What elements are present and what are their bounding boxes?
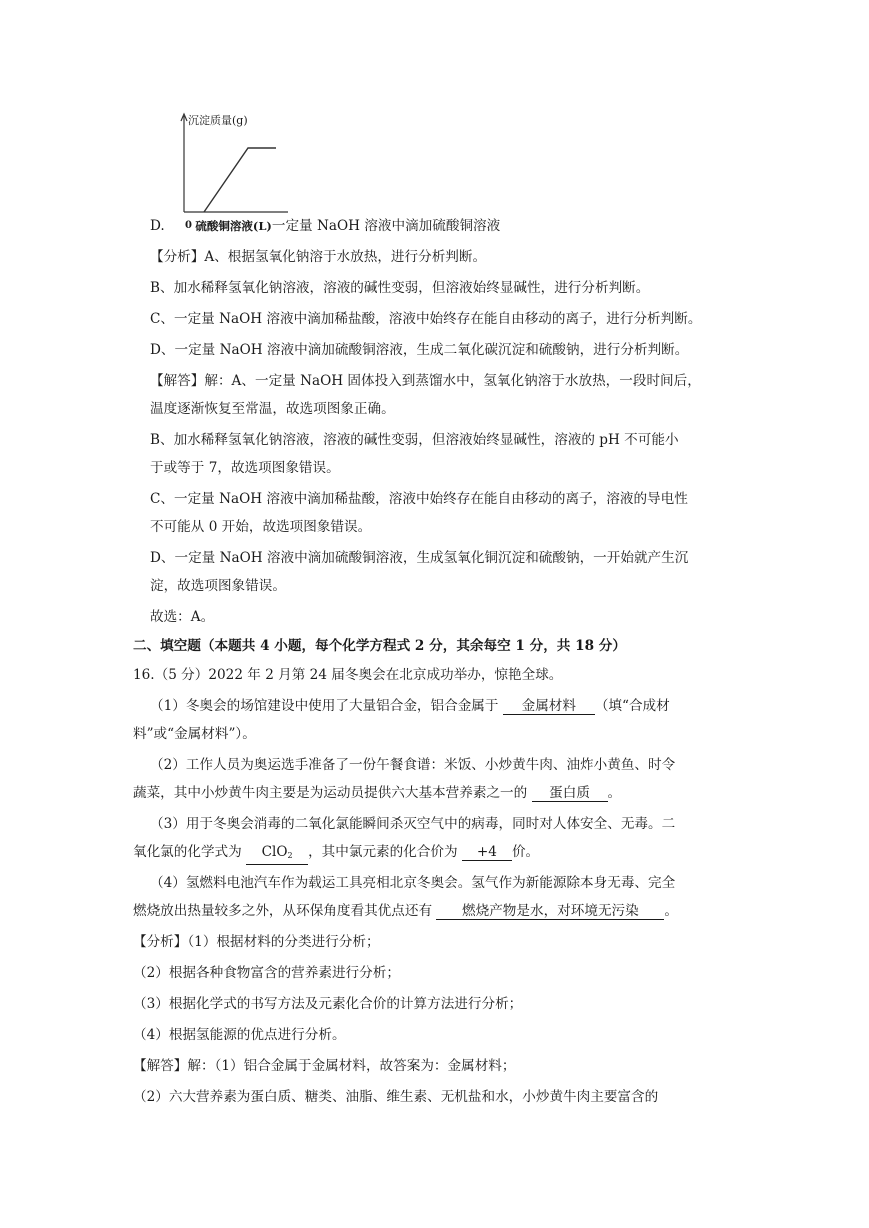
q16-part3-line2: 氧化氯的化学式为 ClO$_2$ ，其中氯元素的化合价为 +4 价。 (133, 843, 539, 865)
q16-blank-nutrient: 蛋白质 (532, 785, 608, 802)
q16-blank-material: 金属材料 (503, 698, 595, 715)
answer1-label: 【解答】 (150, 373, 205, 389)
q16-blank-valence: +4 (462, 844, 512, 861)
analysis2-label: 【分析】 (133, 934, 188, 950)
q16-part2-line1: （2）工作人员为奥运选手准备了一份午餐食谱：米饭、小炒黄牛肉、油炸小黄鱼、时令 (150, 757, 676, 773)
answer2-line-2: （2）六大营养素为蛋白质、糖类、油脂、维生素、无机盐和水，小炒黄牛肉主要富含的 (133, 1089, 659, 1105)
answer1-line-8: 淀，故选项图象错误。 (150, 578, 286, 594)
chart-ylabel: 沉淀质量(g) (188, 114, 248, 127)
analysis2-line-2: （2）根据各种食物富含的营养素进行分析； (133, 965, 400, 981)
answer1-line-9: 故选：A。 (150, 609, 215, 625)
analysis1-label: 【分析】 (150, 249, 205, 265)
analysis1-line-4: D、一定量 NaOH 溶液中滴加硫酸铜溶液，生成二氧化碳沉淀和硫酸钠，进行分析判断。 (150, 342, 689, 358)
analysis2-line-3: （3）根据化学式的书写方法及元素化合价的计算方法进行分析； (133, 996, 523, 1012)
q16-part2-line2: 蔬菜，其中小炒黄牛肉主要是为运动员提供六大基本营养素之一的 蛋白质 。 (133, 785, 622, 801)
precipitate-chart (160, 110, 290, 230)
answer1-line-3: B、加水稀释氢氧化钠溶液，溶液的碱性变弱，但溶液始终显碱性，溶液的 pH 不可能小 (150, 432, 679, 448)
answer1-line-4: 于或等于 7，故选项图象错误。 (150, 460, 340, 476)
analysis1-line-3: C、一定量 NaOH 溶液中滴加稀盐酸，溶液中始终存在能自由移动的离子，进行分析判断。 (150, 311, 702, 327)
section2-title: 二、填空题（本题共 4 小题，每个化学方程式 2 分，其余每空 1 分，共 18 分） (133, 638, 626, 654)
answer1-line-2: 温度逐渐恢复至常温，故选项图象正确。 (150, 401, 395, 417)
q16-part4-line1: （4）氢燃料电池汽车作为载运工具亮相北京冬奥会。氢气作为新能源除本身无毒、完全 (150, 875, 676, 891)
option-d-letter: D. (150, 218, 165, 234)
answer1-line-7: D、一定量 NaOH 溶液中滴加硫酸铜溶液，生成氢氧化铜沉淀和硫酸钠，一开始就产生沉 (150, 550, 689, 566)
chart-marks (204, 148, 276, 212)
chart-axes (181, 114, 288, 212)
analysis2-line-1: 【分析】（1）根据材料的分类进行分析； (133, 934, 380, 950)
q16-stem: 16.（5 分）2022 年 2 月第 24 届冬奥会在北京成功举办，惊艳全球。 (133, 667, 563, 683)
q16-part1-line1: （1）冬奥会的场馆建设中使用了大量铝合金，铝合金属于 金属材料 （填“合成材 (150, 698, 670, 714)
q16-part1-line2: 料”或“金属材料”）。 (133, 726, 256, 742)
answer2-label: 【解答】 (133, 1058, 188, 1074)
answer1-line-6: 不可能从 0 开始，故选项图象错误。 (150, 519, 372, 535)
chart-origin-label: 0 (185, 220, 192, 230)
analysis1-line-1: 【分析】A、根据氢氧化钠溶于水放热，进行分析判断。 (150, 249, 487, 265)
option-d-caption: 一定量 NaOH 溶液中滴加硫酸铜溶液 (271, 218, 501, 234)
q16-part4-line2: 燃烧放出热量较多之外，从环保角度看其优点还有 燃烧产物是水，对环境无污染 。 (133, 903, 678, 919)
chart-xlabel: 硫酸铜溶液(L) (195, 219, 272, 233)
analysis1-line-2: B、加水稀释氢氧化钠溶液，溶液的碱性变弱，但溶液始终显碱性，进行分析判断。 (150, 280, 650, 296)
analysis2-line-4: （4）根据氢能源的优点进行分析。 (133, 1027, 346, 1043)
q16-part3-line1: （3）用于冬奥会消毒的二氧化氯能瞬间杀灭空气中的病毒，同时对人体安全、无毒。二 (150, 816, 676, 832)
precipitate-series-line (204, 148, 276, 212)
answer1-line-1: 【解答】解：A、一定量 NaOH 固体投入到蒸馏水中，氢氧化钠溶于水放热，一段时间后， (150, 373, 701, 389)
q16-blank-advantage: 燃烧产物是水，对环境无污染 (436, 903, 664, 920)
answer1-line-5: C、一定量 NaOH 溶液中滴加稀盐酸，溶液中始终存在能自由移动的离子，溶液的导电性 (150, 491, 688, 507)
option-d-line (150, 217, 500, 235)
q16-blank-formula: ClO$_2$ (246, 844, 308, 865)
answer2-line-1: 【解答】解：（1）铝合金属于金属材料，故答案为：金属材料； (133, 1058, 516, 1074)
